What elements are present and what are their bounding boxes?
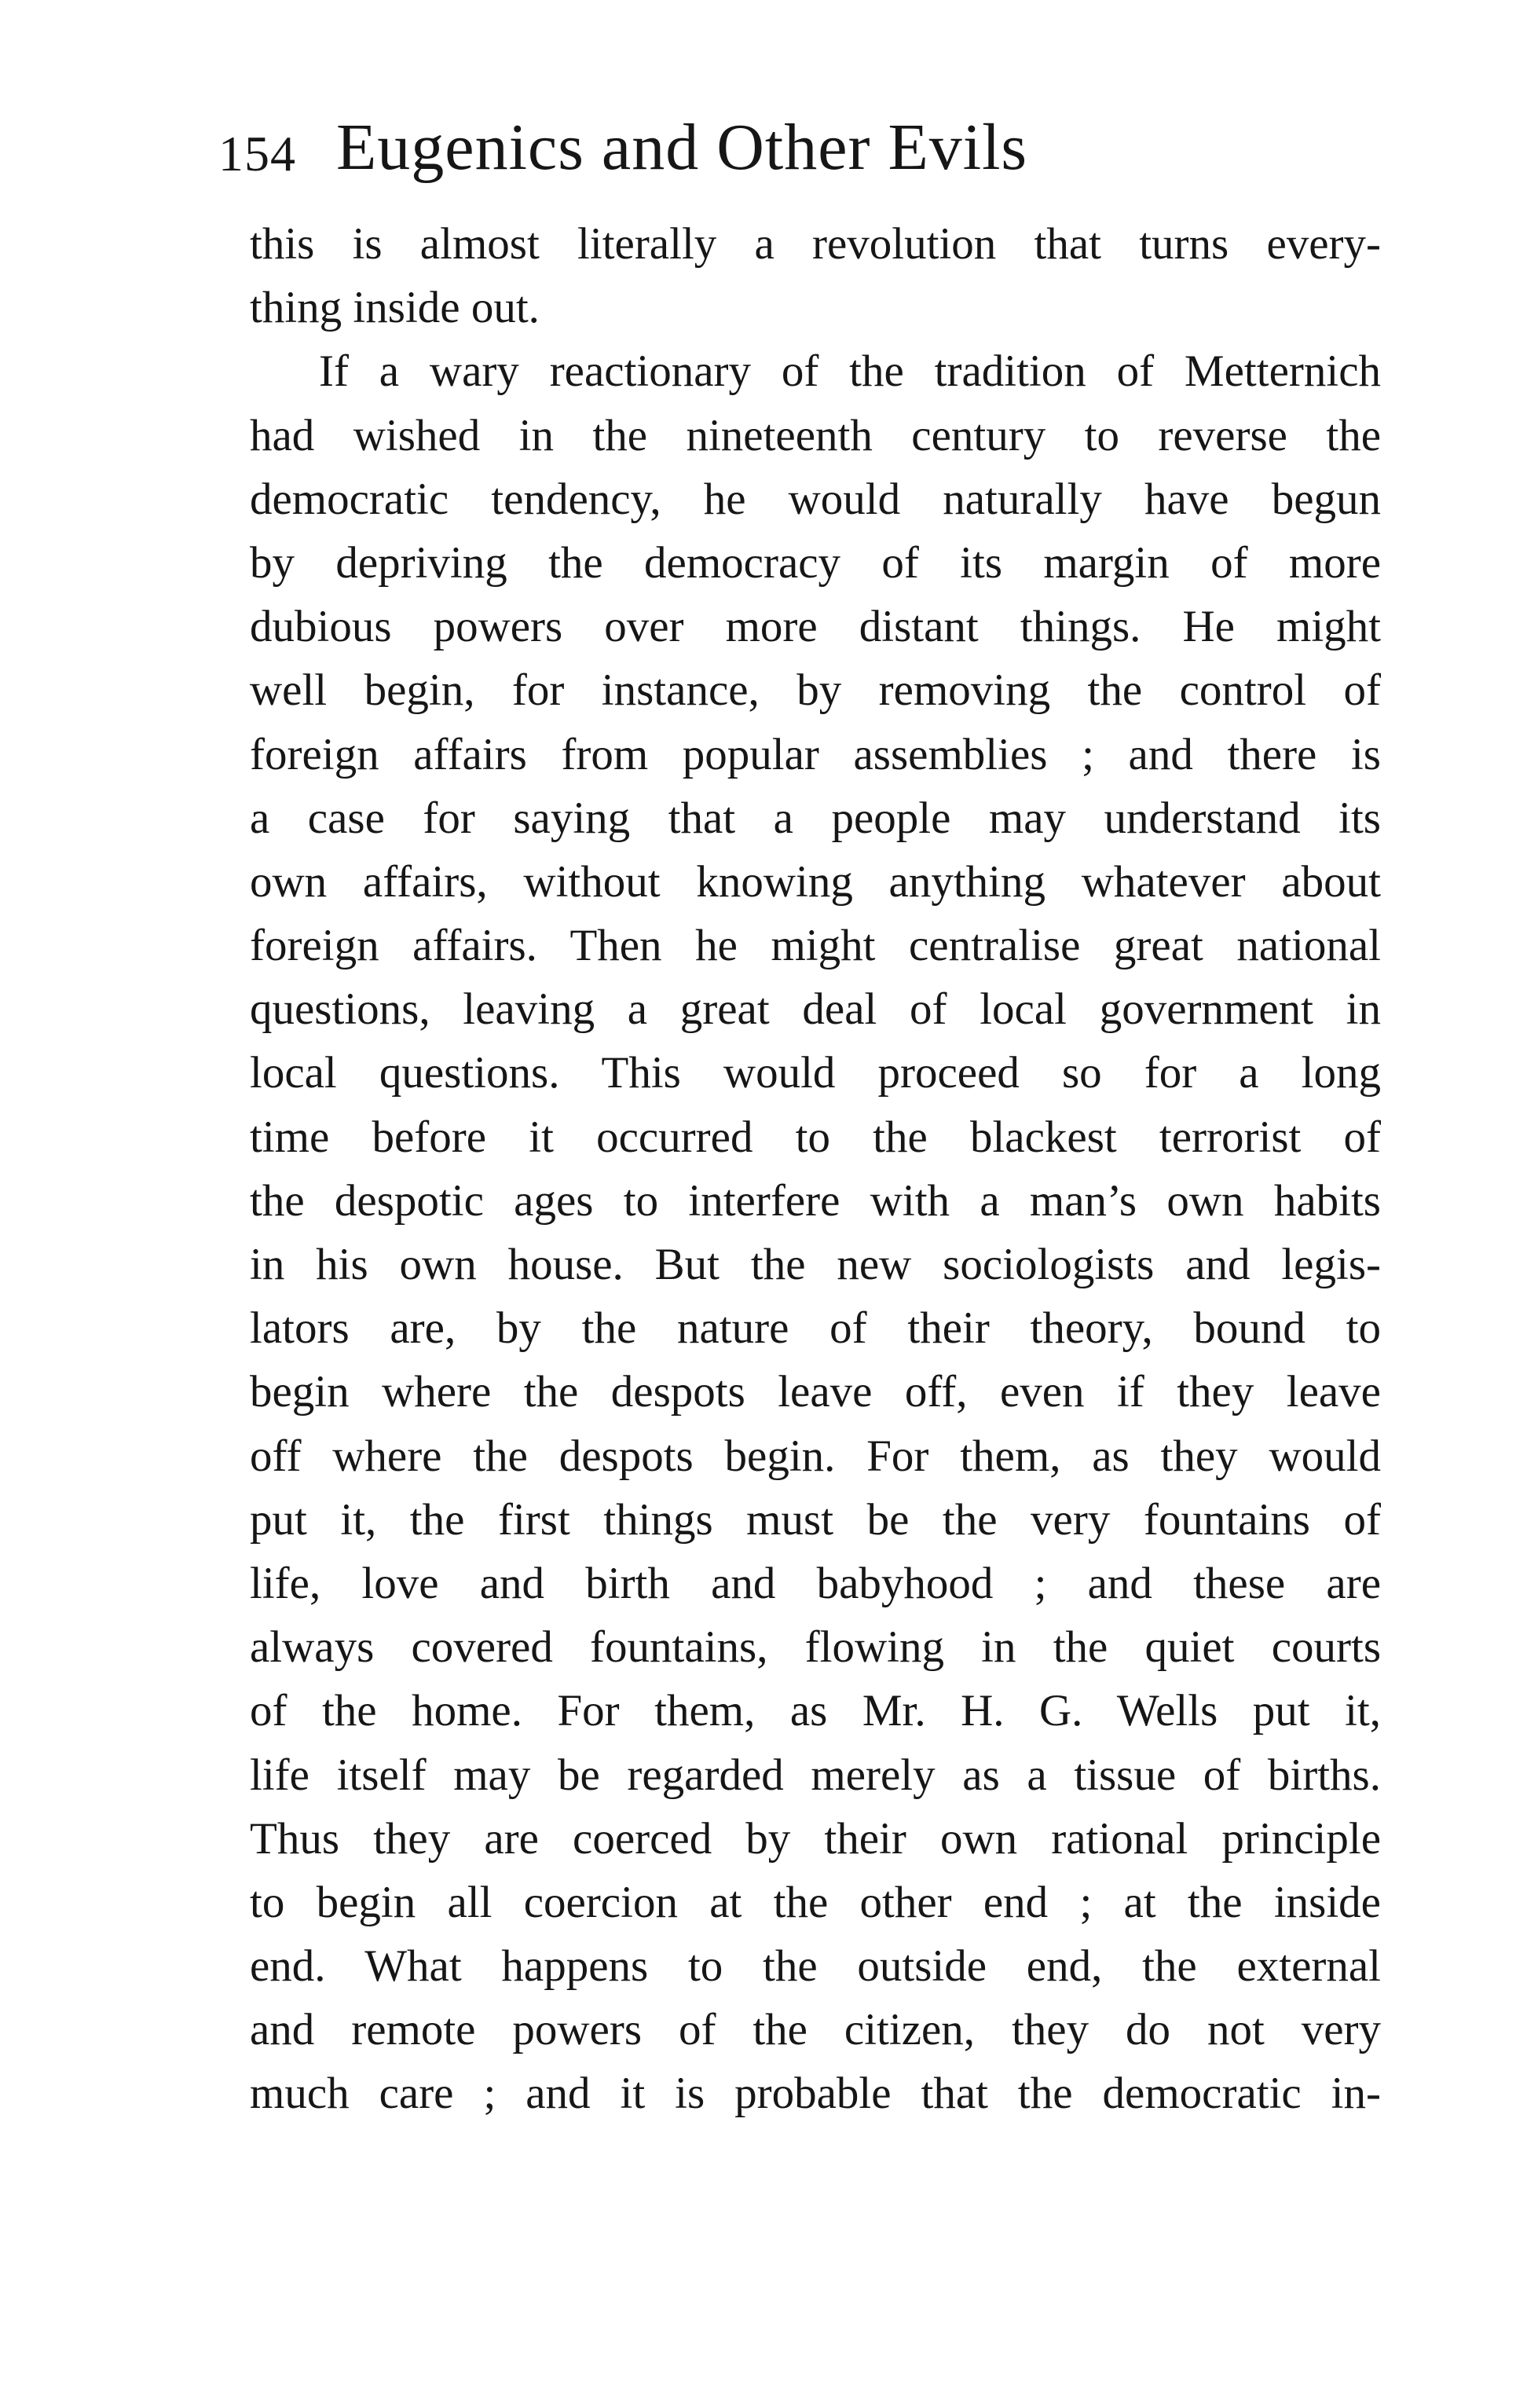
text-line: put it, the first things must be the very fountains of — [250, 1494, 1381, 1545]
text-line: local questions. This would proceed so for a long — [250, 1048, 1381, 1098]
text-line: foreign affairs from popular assemblies ; and there is — [250, 729, 1381, 779]
page-number: 154 — [218, 126, 296, 181]
text-line: questions, leaving a great deal of local government in — [250, 984, 1381, 1035]
text-line: always covered fountains, flowing in the quiet courts — [250, 1622, 1381, 1673]
text-line: much care ; and it is probable that the democratic in- — [250, 2069, 1381, 2119]
text-line: and remote powers of the citizen, they do not very — [250, 2005, 1381, 2055]
text-line: dubious powers over more distant things. He might — [250, 602, 1381, 652]
text-line: lators are, by the nature of their theory, bound to — [250, 1303, 1381, 1354]
text-line: this is almost literally a revolution that turns every- — [250, 219, 1381, 269]
text-line: by depriving the democracy of its margin of more — [250, 537, 1381, 588]
paragraph-first-line: If a wary reactionary of the tradition of Metternich — [319, 346, 1381, 397]
text-line: well begin, for instance, by removing the control of — [250, 665, 1381, 716]
running-title: Eugenics and Other Evils — [336, 111, 1028, 184]
text-line: thing inside out. — [250, 283, 540, 333]
text-line: life, love and birth and babyhood ; and these are — [250, 1558, 1381, 1608]
text-line: to begin all coercion at the other end ; at the inside — [250, 1877, 1381, 1927]
text-line: life itself may be regarded merely as a tissue of births. — [250, 1750, 1381, 1800]
text-line: end. What happens to the outside end, the external — [250, 1941, 1381, 1992]
text-line: democratic tendency, he would naturally have begun — [250, 474, 1381, 524]
text-line: off where the despots begin. For them, as they would — [250, 1431, 1381, 1481]
body-text — [250, 212, 1381, 2126]
text-line: time before it occurred to the blackest terrorist of — [250, 1112, 1381, 1162]
running-head — [218, 108, 1240, 203]
text-line: foreign affairs. Then he might centralise great national — [250, 921, 1381, 971]
text-line: Thus they are coerced by their own rational principle — [250, 1813, 1381, 1864]
text-line: had wished in the nineteenth century to reverse the — [250, 410, 1381, 460]
text-line: in his own house. But the new sociologists and legis- — [250, 1240, 1381, 1289]
text-line: of the home. For them, as Mr. H. G. Wells put it, — [250, 1686, 1381, 1736]
text-line: the despotic ages to interfere with a man’s own habits — [250, 1175, 1381, 1226]
text-line: own affairs, without knowing anything whatever about — [250, 856, 1381, 907]
text-line: a case for saying that a people may understand its — [250, 793, 1381, 843]
text-line: begin where the despots leave off, even if they leave — [250, 1367, 1381, 1417]
